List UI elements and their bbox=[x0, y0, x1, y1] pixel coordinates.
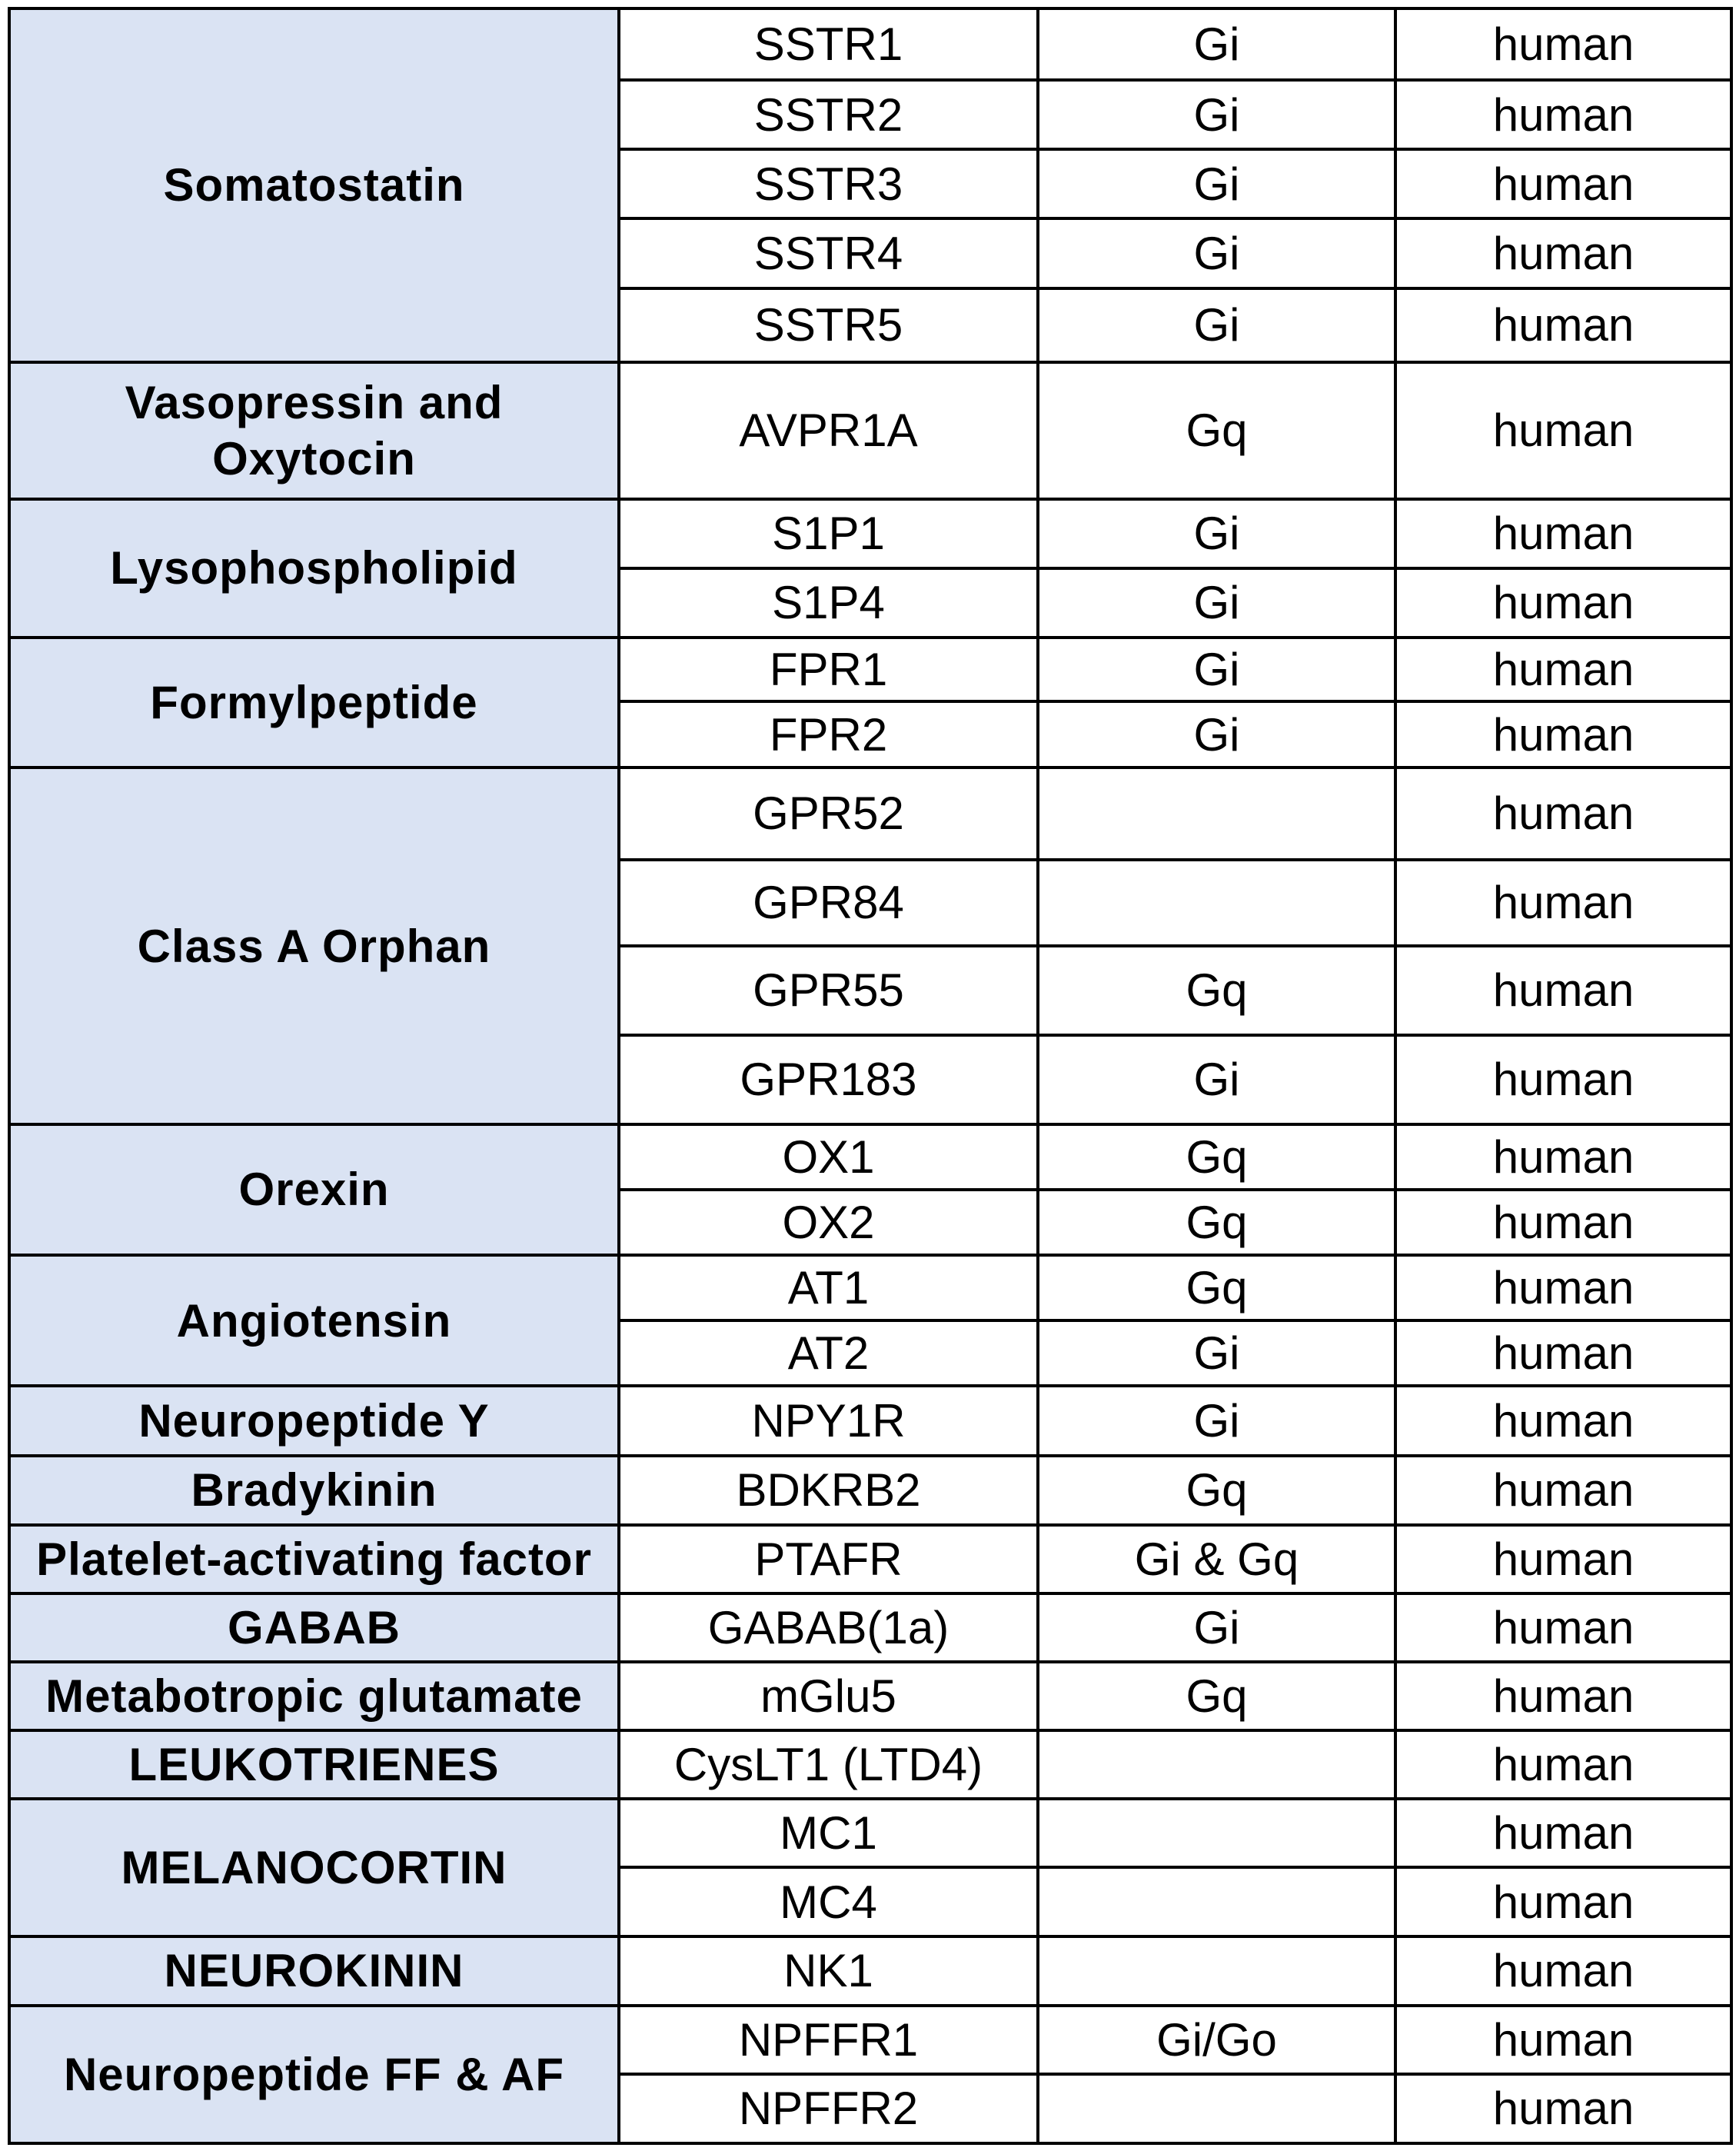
receptor-cell: SSTR1 bbox=[619, 8, 1038, 80]
g-protein-cell: Gi bbox=[1038, 1320, 1395, 1386]
table-row bbox=[9, 768, 1731, 859]
table-row bbox=[9, 2006, 1731, 2074]
species-cell: human bbox=[1395, 288, 1731, 362]
species-cell: human bbox=[1395, 1124, 1731, 1190]
receptor-family-cell: Metabotropic glutamate bbox=[9, 1662, 619, 1730]
g-protein-cell: Gi bbox=[1038, 149, 1395, 218]
receptor-family-cell: Bradykinin bbox=[9, 1456, 619, 1525]
receptor-cell: FPR1 bbox=[619, 638, 1038, 701]
receptor-family-cell: MELANOCORTIN bbox=[9, 1799, 619, 1936]
table-row bbox=[9, 1386, 1731, 1455]
g-protein-cell: Gi bbox=[1038, 1386, 1395, 1455]
table-row bbox=[9, 499, 1731, 568]
table-row bbox=[9, 638, 1731, 701]
g-protein-cell bbox=[1038, 1799, 1395, 1867]
g-protein-cell: Gi bbox=[1038, 568, 1395, 638]
receptor-cell: GPR52 bbox=[619, 768, 1038, 859]
receptor-cell: OX2 bbox=[619, 1190, 1038, 1255]
receptor-family-cell: Angiotensin bbox=[9, 1255, 619, 1386]
g-protein-cell: Gi bbox=[1038, 638, 1395, 701]
receptor-cell: NPFFR2 bbox=[619, 2074, 1038, 2143]
species-cell: human bbox=[1395, 1190, 1731, 1255]
species-cell: human bbox=[1395, 701, 1731, 768]
receptor-cell: AT1 bbox=[619, 1255, 1038, 1320]
g-protein-cell: Gi/Go bbox=[1038, 2006, 1395, 2074]
species-cell: human bbox=[1395, 860, 1731, 946]
g-protein-cell: Gi & Gq bbox=[1038, 1525, 1395, 1593]
table-row bbox=[9, 362, 1731, 499]
receptor-cell: S1P1 bbox=[619, 499, 1038, 568]
species-cell: human bbox=[1395, 149, 1731, 218]
receptor-family-cell: Platelet-activating factor bbox=[9, 1525, 619, 1593]
g-protein-cell bbox=[1038, 768, 1395, 859]
g-protein-cell: Gi bbox=[1038, 80, 1395, 149]
species-cell: human bbox=[1395, 1525, 1731, 1593]
species-cell: human bbox=[1395, 1730, 1731, 1799]
g-protein-cell: Gi bbox=[1038, 701, 1395, 768]
receptor-cell: mGlu5 bbox=[619, 1662, 1038, 1730]
g-protein-cell: Gq bbox=[1038, 1662, 1395, 1730]
receptor-cell: MC4 bbox=[619, 1867, 1038, 1936]
g-protein-cell: Gi bbox=[1038, 1593, 1395, 1662]
table-row bbox=[9, 1936, 1731, 2005]
species-cell: human bbox=[1395, 1035, 1731, 1124]
receptor-cell: FPR2 bbox=[619, 701, 1038, 768]
g-protein-cell: Gq bbox=[1038, 1255, 1395, 1320]
g-protein-cell bbox=[1038, 1730, 1395, 1799]
species-cell: human bbox=[1395, 218, 1731, 288]
receptor-family-cell: Vasopressin and Oxytocin bbox=[9, 362, 619, 499]
receptor-family-cell: GABAB bbox=[9, 1593, 619, 1662]
receptor-cell: GPR183 bbox=[619, 1035, 1038, 1124]
g-protein-cell: Gi bbox=[1038, 499, 1395, 568]
species-cell: human bbox=[1395, 638, 1731, 701]
receptor-cell: CysLT1 (LTD4) bbox=[619, 1730, 1038, 1799]
species-cell: human bbox=[1395, 80, 1731, 149]
table-row bbox=[9, 1456, 1731, 1525]
g-protein-cell bbox=[1038, 1867, 1395, 1936]
receptor-cell: SSTR3 bbox=[619, 149, 1038, 218]
receptor-cell: GPR55 bbox=[619, 946, 1038, 1035]
table-row bbox=[9, 1730, 1731, 1799]
receptor-cell: NPFFR1 bbox=[619, 2006, 1038, 2074]
table-row bbox=[9, 1593, 1731, 1662]
species-cell: human bbox=[1395, 1255, 1731, 1320]
g-protein-cell: Gq bbox=[1038, 1456, 1395, 1525]
g-protein-cell bbox=[1038, 2074, 1395, 2143]
species-cell: human bbox=[1395, 946, 1731, 1035]
species-cell: human bbox=[1395, 2006, 1731, 2074]
g-protein-cell: Gq bbox=[1038, 946, 1395, 1035]
species-cell: human bbox=[1395, 2074, 1731, 2143]
species-cell: human bbox=[1395, 568, 1731, 638]
species-cell: human bbox=[1395, 1456, 1731, 1525]
table-row bbox=[9, 1255, 1731, 1320]
receptor-cell: AT2 bbox=[619, 1320, 1038, 1386]
receptor-family-cell: Class A Orphan bbox=[9, 768, 619, 1124]
receptor-table-body bbox=[9, 8, 1731, 2143]
receptor-family-cell: Neuropeptide Y bbox=[9, 1386, 619, 1455]
receptor-cell: SSTR4 bbox=[619, 218, 1038, 288]
g-protein-cell: Gi bbox=[1038, 218, 1395, 288]
receptor-family-cell: Orexin bbox=[9, 1124, 619, 1255]
g-protein-cell: Gi bbox=[1038, 1035, 1395, 1124]
receptor-cell: MC1 bbox=[619, 1799, 1038, 1867]
receptor-family-cell: Neuropeptide FF & AF bbox=[9, 2006, 619, 2143]
table-row bbox=[9, 8, 1731, 80]
species-cell: human bbox=[1395, 1867, 1731, 1936]
species-cell: human bbox=[1395, 1593, 1731, 1662]
species-cell: human bbox=[1395, 362, 1731, 499]
g-protein-cell: Gq bbox=[1038, 1190, 1395, 1255]
receptor-cell: PTAFR bbox=[619, 1525, 1038, 1593]
g-protein-cell: Gi bbox=[1038, 8, 1395, 80]
g-protein-cell bbox=[1038, 1936, 1395, 2005]
receptor-cell: S1P4 bbox=[619, 568, 1038, 638]
species-cell: human bbox=[1395, 1662, 1731, 1730]
receptor-family-cell: NEUROKININ bbox=[9, 1936, 619, 2005]
receptor-cell: BDKRB2 bbox=[619, 1456, 1038, 1525]
receptor-family-cell: Somatostatin bbox=[9, 8, 619, 362]
receptor-cell: SSTR5 bbox=[619, 288, 1038, 362]
species-cell: human bbox=[1395, 8, 1731, 80]
species-cell: human bbox=[1395, 1936, 1731, 2005]
species-cell: human bbox=[1395, 1799, 1731, 1867]
receptor-family-cell: Formylpeptide bbox=[9, 638, 619, 768]
g-protein-cell: Gq bbox=[1038, 362, 1395, 499]
species-cell: human bbox=[1395, 1320, 1731, 1386]
g-protein-cell: Gq bbox=[1038, 1124, 1395, 1190]
table-row bbox=[9, 1124, 1731, 1190]
receptor-table bbox=[8, 7, 1733, 2145]
table-row bbox=[9, 1525, 1731, 1593]
receptor-family-cell: Lysophospholipid bbox=[9, 499, 619, 638]
table-row bbox=[9, 1662, 1731, 1730]
species-cell: human bbox=[1395, 1386, 1731, 1455]
species-cell: human bbox=[1395, 499, 1731, 568]
table-row bbox=[9, 1799, 1731, 1867]
receptor-cell: GPR84 bbox=[619, 860, 1038, 946]
receptor-cell: NPY1R bbox=[619, 1386, 1038, 1455]
g-protein-cell: Gi bbox=[1038, 288, 1395, 362]
g-protein-cell bbox=[1038, 860, 1395, 946]
species-cell: human bbox=[1395, 768, 1731, 859]
receptor-cell: NK1 bbox=[619, 1936, 1038, 2005]
receptor-cell: GABAB(1a) bbox=[619, 1593, 1038, 1662]
receptor-cell: AVPR1A bbox=[619, 362, 1038, 499]
receptor-cell: SSTR2 bbox=[619, 80, 1038, 149]
receptor-cell: OX1 bbox=[619, 1124, 1038, 1190]
receptor-family-cell: LEUKOTRIENES bbox=[9, 1730, 619, 1799]
